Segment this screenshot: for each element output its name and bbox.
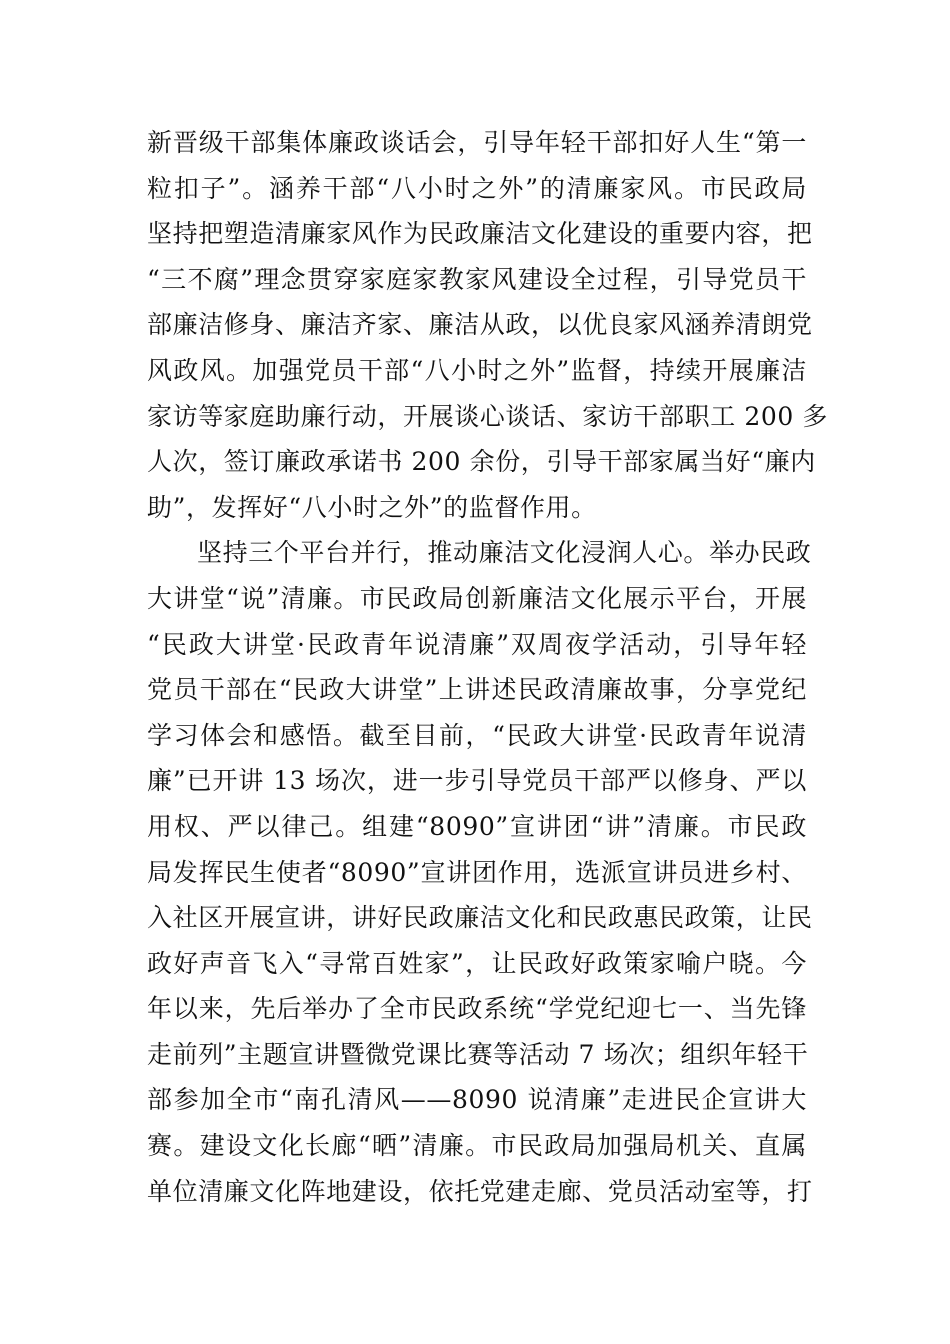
paragraph-1 bbox=[147, 120, 829, 530]
text-line: 粒扣子”。涵养干部“八小时之外”的清廉家风。市民政局 bbox=[147, 173, 807, 203]
text-line: 赛。建设文化长廊“晒”清廉。市民政局加强局机关、直属 bbox=[147, 1131, 807, 1161]
text-line: 年以来，先后举办了全市民政系统“学党纪迎七一、当先锋 bbox=[147, 994, 807, 1024]
text-line: 助”，发挥好“八小时之外”的监督作用。 bbox=[147, 492, 597, 522]
text-line: 学习体会和感悟。截至目前，“民政大讲堂·民政青年说清 bbox=[147, 720, 807, 750]
text-line: 廉”已开讲 13 场次，进一步引导党员干部严以修身、严以 bbox=[147, 766, 807, 796]
text-line: 党员干部在“民政大讲堂”上讲述民政清廉故事，分享党纪 bbox=[147, 675, 807, 705]
text-line: 单位清廉文化阵地建设，依托党建走廊、党员活动室等，打 bbox=[147, 1176, 813, 1206]
text-line: 风政风。加强党员干部“八小时之外”监督，持续开展廉洁 bbox=[147, 355, 807, 385]
text-line: 人次，签订廉政承诺书 200 余份，引导干部家属当好“廉内 bbox=[147, 447, 816, 477]
text-line: 部廉洁修身、廉洁齐家、廉洁从政，以优良家风涵养清朗党 bbox=[147, 310, 813, 340]
text-line: 用权、严以律己。组建“8090”宣讲团“讲”清廉。市民政 bbox=[147, 811, 807, 841]
text-line: “三不腐”理念贯穿家庭家教家风建设全过程，引导党员干 bbox=[147, 264, 807, 294]
text-line: 局发挥民生使者“8090”宣讲团作用，选派宣讲员进乡村、 bbox=[147, 857, 807, 887]
text-line: “民政大讲堂·民政青年说清廉”双周夜学活动，引导年轻 bbox=[147, 629, 807, 659]
text-line: 政好声音飞入“寻常百姓家”，让民政好政策家喻户晓。今 bbox=[147, 948, 807, 978]
text-line: 大讲堂“说”清廉。市民政局创新廉洁文化展示平台，开展 bbox=[147, 583, 807, 613]
body-text bbox=[147, 120, 829, 1214]
text-line: 坚持三个平台并行，推动廉洁文化浸润人心。举办民政 bbox=[197, 538, 812, 568]
paragraph-2 bbox=[147, 530, 813, 1214]
text-line: 新晋级干部集体廉政谈话会，引导年轻干部扣好人生“第一 bbox=[147, 128, 807, 157]
text-line: 走前列”主题宣讲暨微党课比赛等活动 7 场次；组织年轻干 bbox=[147, 1039, 809, 1069]
text-line: 入社区开展宣讲，讲好民政廉洁文化和民政惠民政策，让民 bbox=[147, 903, 813, 933]
text-line: 家访等家庭助廉行动，开展谈心谈话、家访干部职工 200 多 bbox=[147, 401, 829, 431]
text-line: 部参加全市“南孔清风——8090 说清廉”走进民企宣讲大 bbox=[147, 1085, 807, 1115]
text-line: 坚持把塑造清廉家风作为民政廉洁文化建设的重要内容，把 bbox=[147, 219, 813, 249]
